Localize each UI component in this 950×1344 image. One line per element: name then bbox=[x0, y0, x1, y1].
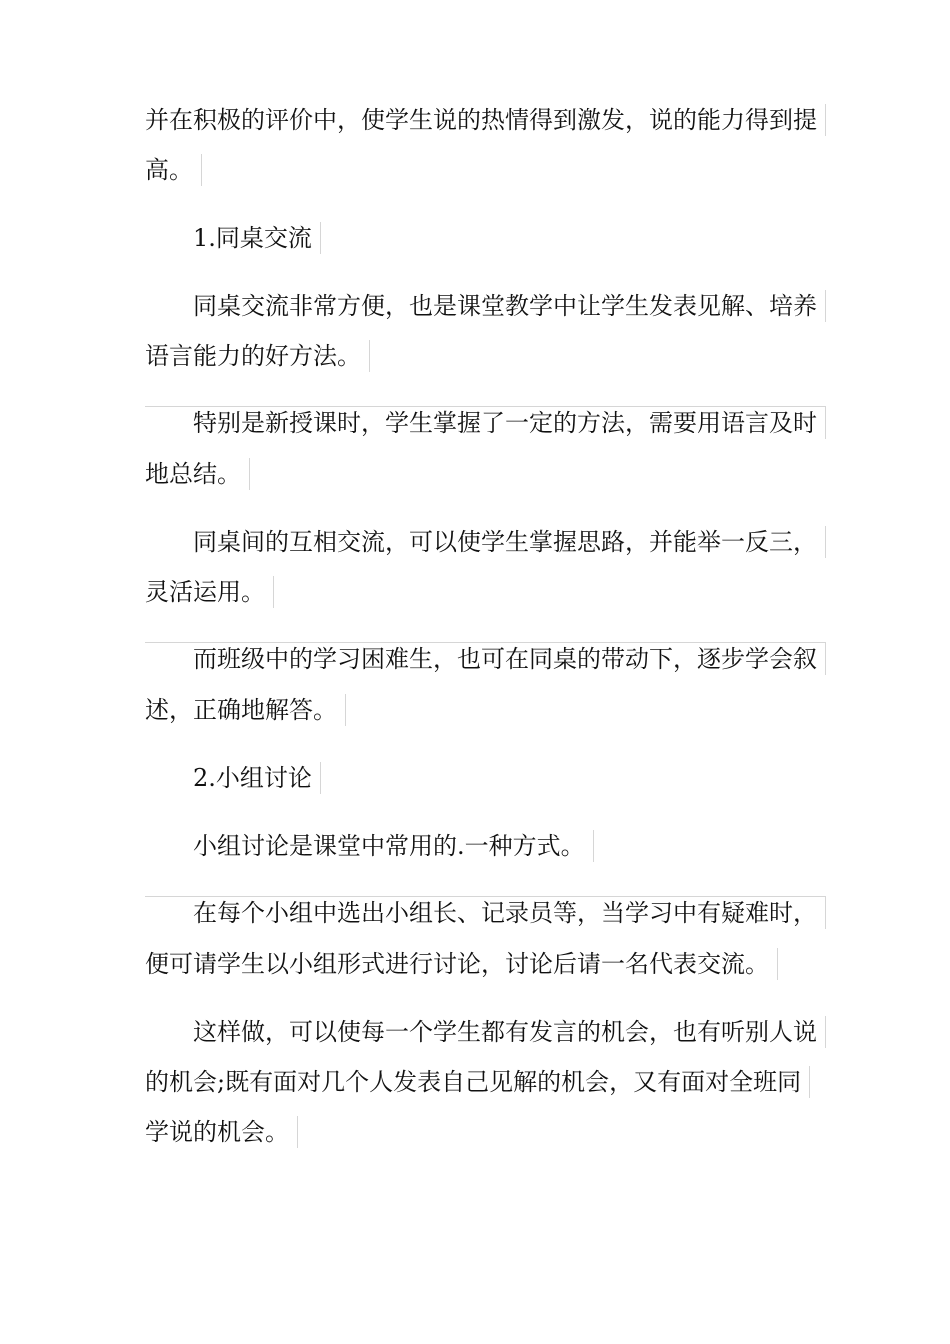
text-line: 述，正确地解答。 bbox=[145, 694, 346, 726]
text-line: 并在积极的评价中，使学生说的热情得到激发，说的能力得到提 bbox=[145, 104, 826, 136]
text-line: 特别是新授课时，学生掌握了一定的方法，需要用语言及时 bbox=[145, 406, 826, 439]
text-line: 便可请学生以小组形式进行讨论，讨论后请一名代表交流。 bbox=[145, 948, 778, 980]
text-line: 学说的机会。 bbox=[145, 1116, 298, 1148]
text-line: 在每个小组中选出小组长、记录员等，当学习中有疑难时， bbox=[145, 896, 826, 929]
section-heading: 2.小组讨论 bbox=[193, 762, 321, 794]
section-heading: 1.同桌交流 bbox=[193, 222, 321, 254]
text-line: 同桌间的互相交流，可以使学生掌握思路，并能举一反三， bbox=[193, 526, 826, 558]
text-line: 的机会;既有面对几个人发表自己见解的机会，又有面对全班同 bbox=[145, 1066, 810, 1098]
text-line: 高。 bbox=[145, 154, 202, 186]
text-line: 语言能力的好方法。 bbox=[145, 340, 370, 372]
text-line: 而班级中的学习困难生，也可在同桌的带动下，逐步学会叙 bbox=[145, 642, 826, 675]
text-line: 地总结。 bbox=[145, 458, 250, 490]
text-line: 这样做，可以使每一个学生都有发言的机会，也有听别人说 bbox=[193, 1016, 826, 1048]
text-line: 小组讨论是课堂中常用的.一种方式。 bbox=[193, 830, 594, 862]
text-line: 同桌交流非常方便，也是课堂教学中让学生发表见解、培养 bbox=[193, 290, 826, 322]
text-line: 灵活运用。 bbox=[145, 576, 274, 608]
